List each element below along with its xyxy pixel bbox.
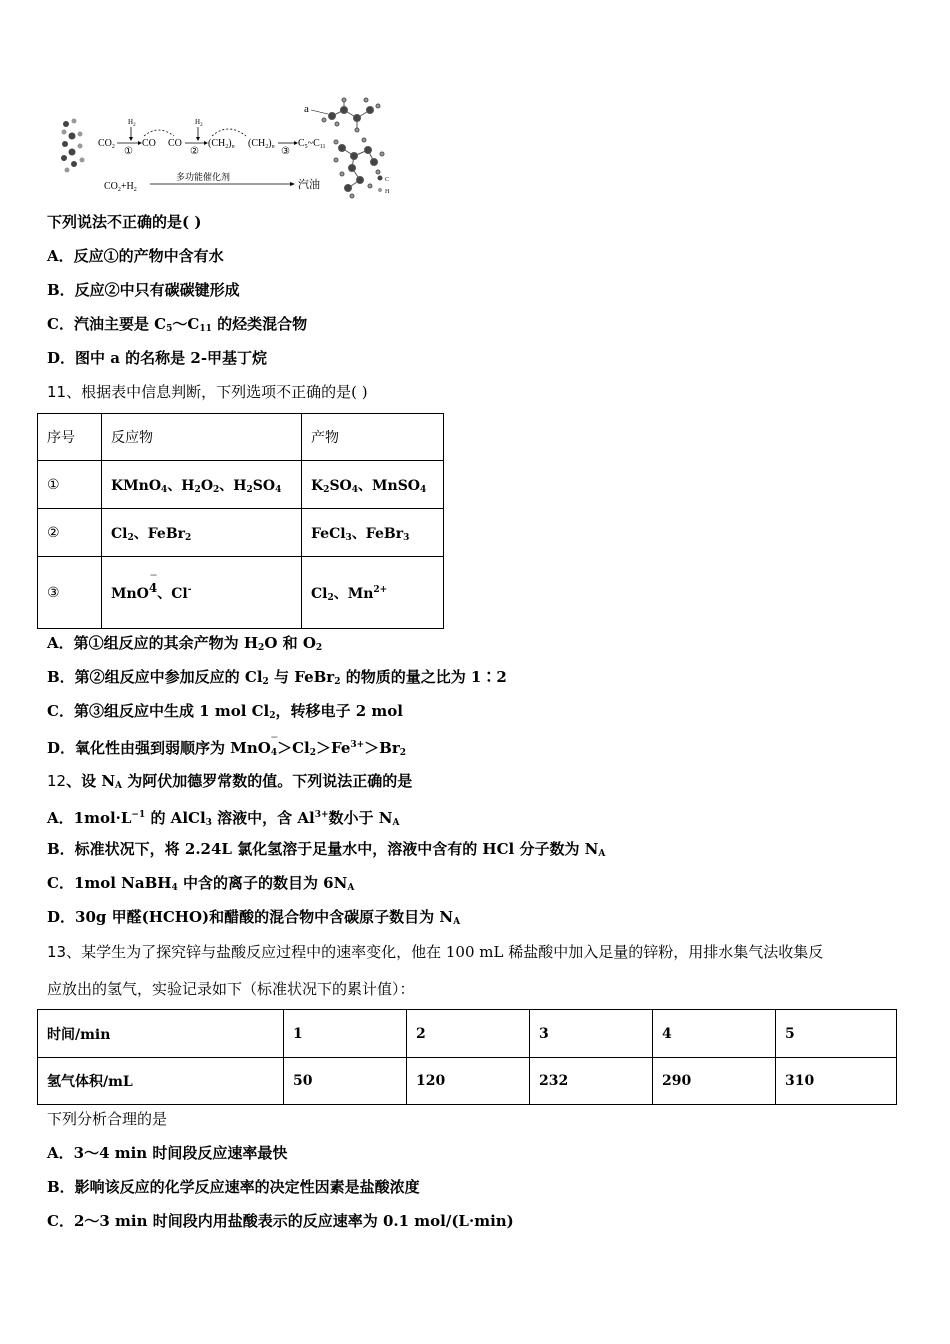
- co2-h2-label: $CO_2+H_2$: [104, 181, 137, 193]
- table-row: [38, 461, 444, 509]
- co2-molecule-cluster: [61, 119, 85, 173]
- time-cell: 2: [407, 1010, 530, 1058]
- table-row: [38, 1010, 897, 1058]
- q12-option-c: C．1mol NaBH$_4$ 中含的离子的数目为 $6N_A$: [47, 874, 355, 893]
- volume-cell: 232: [530, 1058, 653, 1105]
- ch2n-label-2: $(CH_2)_n$: [248, 138, 275, 150]
- time-label: 时间/min: [38, 1010, 284, 1058]
- ch2n-label-1: $(CH_2)_n$: [208, 138, 235, 150]
- q13-stem-line2: 应放出的氢气，实验记录如下（标准状况下的累计值）：: [47, 980, 415, 998]
- volume-cell: 120: [407, 1058, 530, 1105]
- hydrocarbon-molecules: [322, 98, 384, 198]
- row-products: FeCl$_3$、FeBr$_3$: [302, 509, 444, 557]
- co-label-2: CO: [168, 138, 182, 149]
- step1-label: ①: [124, 146, 133, 157]
- legend-h-label: H: [385, 189, 390, 195]
- time-cell: 4: [653, 1010, 776, 1058]
- volume-cell: 50: [284, 1058, 407, 1105]
- q13-option-a: A．3～4 min 时间段反应速率最快: [47, 1144, 288, 1162]
- q10-option-c: C．汽油主要是 $C_5\sim C_{11}$ 的烃类混合物: [47, 315, 308, 334]
- q11-option-c: C．第③组反应中生成 1 mol $Cl_2$，转移电子 2 mol: [47, 702, 403, 721]
- row-reactants: $Cl_2$、FeBr$_2$: [102, 509, 302, 557]
- q12-option-b: B．标准状况下，将 2.24L 氯化氢溶于足量水中，溶液中含有的 HCl 分子数为 $N_A$: [47, 840, 606, 859]
- co2-label: $CO_2$: [98, 138, 115, 150]
- q13-option-c: C．2～3 min 时间段内用盐酸表示的反应速率为 0.1 mol/(L·min): [47, 1212, 514, 1230]
- q12-option-a: A．$1mol\cdot L^{-1}$ 的 AlCl$_3$ 溶液中，含 $Al^{3+}$数小于 $N_A$: [47, 809, 400, 828]
- volume-label: 氢气体积/mL: [38, 1058, 284, 1105]
- time-cell: 3: [530, 1010, 653, 1058]
- volume-cell: 290: [653, 1058, 776, 1105]
- q11-stem: 11、根据表中信息判断，下列选项不正确的是( ): [47, 383, 368, 401]
- q13-sub-stem: 下列分析合理的是: [47, 1110, 168, 1128]
- q10-option-b: B．反应②中只有碳碳键形成: [47, 281, 240, 299]
- q11-option-a: A．第①组反应的其余产物为 $H_2O$ 和 $O_2$: [47, 634, 323, 653]
- time-cell: 5: [776, 1010, 897, 1058]
- q10-option-a: A．反应①的产物中含有水: [47, 247, 224, 265]
- q11-table: [37, 413, 444, 629]
- row-products: $K_2SO_4$、MnSO$_4$: [302, 461, 444, 509]
- q11-option-b: B．第②组反应中参加反应的 $Cl_2$ 与 FeBr$_2$ 的物质的量之比为 1∶2: [47, 668, 507, 687]
- q10-stem: 下列说法不正确的是( ): [47, 213, 202, 231]
- h2-label-2: $H_2$: [195, 118, 203, 128]
- q12-option-d: D．30g 甲醛(HCHO)和醋酸的混合物中含碳原子数目为 $N_A$: [47, 908, 461, 927]
- catalyst-label: 多功能催化剂: [176, 173, 231, 183]
- row-reactants: KMnO$_4$、$H_2O_2$、$H_2SO_4$: [102, 461, 302, 509]
- h2-label-1: $H_2$: [128, 118, 136, 128]
- q12-stem: 12、设 $N_A$ 为阿伏加德罗常数的值。下列说法正确的是: [47, 772, 413, 791]
- table-row: [38, 557, 444, 629]
- legend-c-label: C: [385, 177, 390, 183]
- step3-label: ③: [281, 146, 290, 157]
- time-cell: 1: [284, 1010, 407, 1058]
- dashed-arrow-2: [212, 129, 246, 136]
- row-products: $Cl_2$、$Mn^{2+}$: [302, 557, 444, 629]
- legend-h-dot: [378, 188, 382, 192]
- q13-table: [37, 1009, 897, 1105]
- table-header-row: [38, 414, 444, 461]
- table-row: [38, 509, 444, 557]
- legend-c-dot: [378, 176, 383, 181]
- q10-option-d: D．图中 a 的名称是 2-甲基丁烷: [47, 349, 268, 367]
- row-no: ③: [38, 557, 102, 629]
- label-a: a: [304, 103, 309, 115]
- table-row: [38, 1058, 897, 1105]
- header-reactants: 反应物: [102, 414, 302, 461]
- header-no: 序号: [38, 414, 102, 461]
- q13-stem-line1: 13、某学生为了探究锌与盐酸反应过程中的速率变化，他在 100 mL 稀盐酸中加入足量的锌粉，用排水集气法收集反: [47, 943, 824, 961]
- co-label: CO: [142, 138, 156, 149]
- row-reactants: MnO4 — 、Cl-: [102, 557, 302, 629]
- reaction-diagram: [52, 96, 392, 202]
- q11-option-d: D．氧化性由强到弱顺序为 MnO$_4$ — $>Cl_2>Fe^{3+}>Br_2$: [47, 732, 407, 758]
- gasoline-label: 汽油: [298, 178, 320, 191]
- row-no: ②: [38, 509, 102, 557]
- step2-label: ②: [190, 146, 199, 157]
- header-products: 产物: [302, 414, 444, 461]
- q13-option-b: B．影响该反应的化学反应速率的决定性因素是盐酸浓度: [47, 1178, 420, 1196]
- reaction-figure: [52, 96, 392, 202]
- volume-cell: 310: [776, 1058, 897, 1105]
- c5-c11-label: $C_5\sim C_{11}$: [298, 138, 326, 150]
- row-no: ①: [38, 461, 102, 509]
- dashed-arrow-1: [144, 130, 174, 136]
